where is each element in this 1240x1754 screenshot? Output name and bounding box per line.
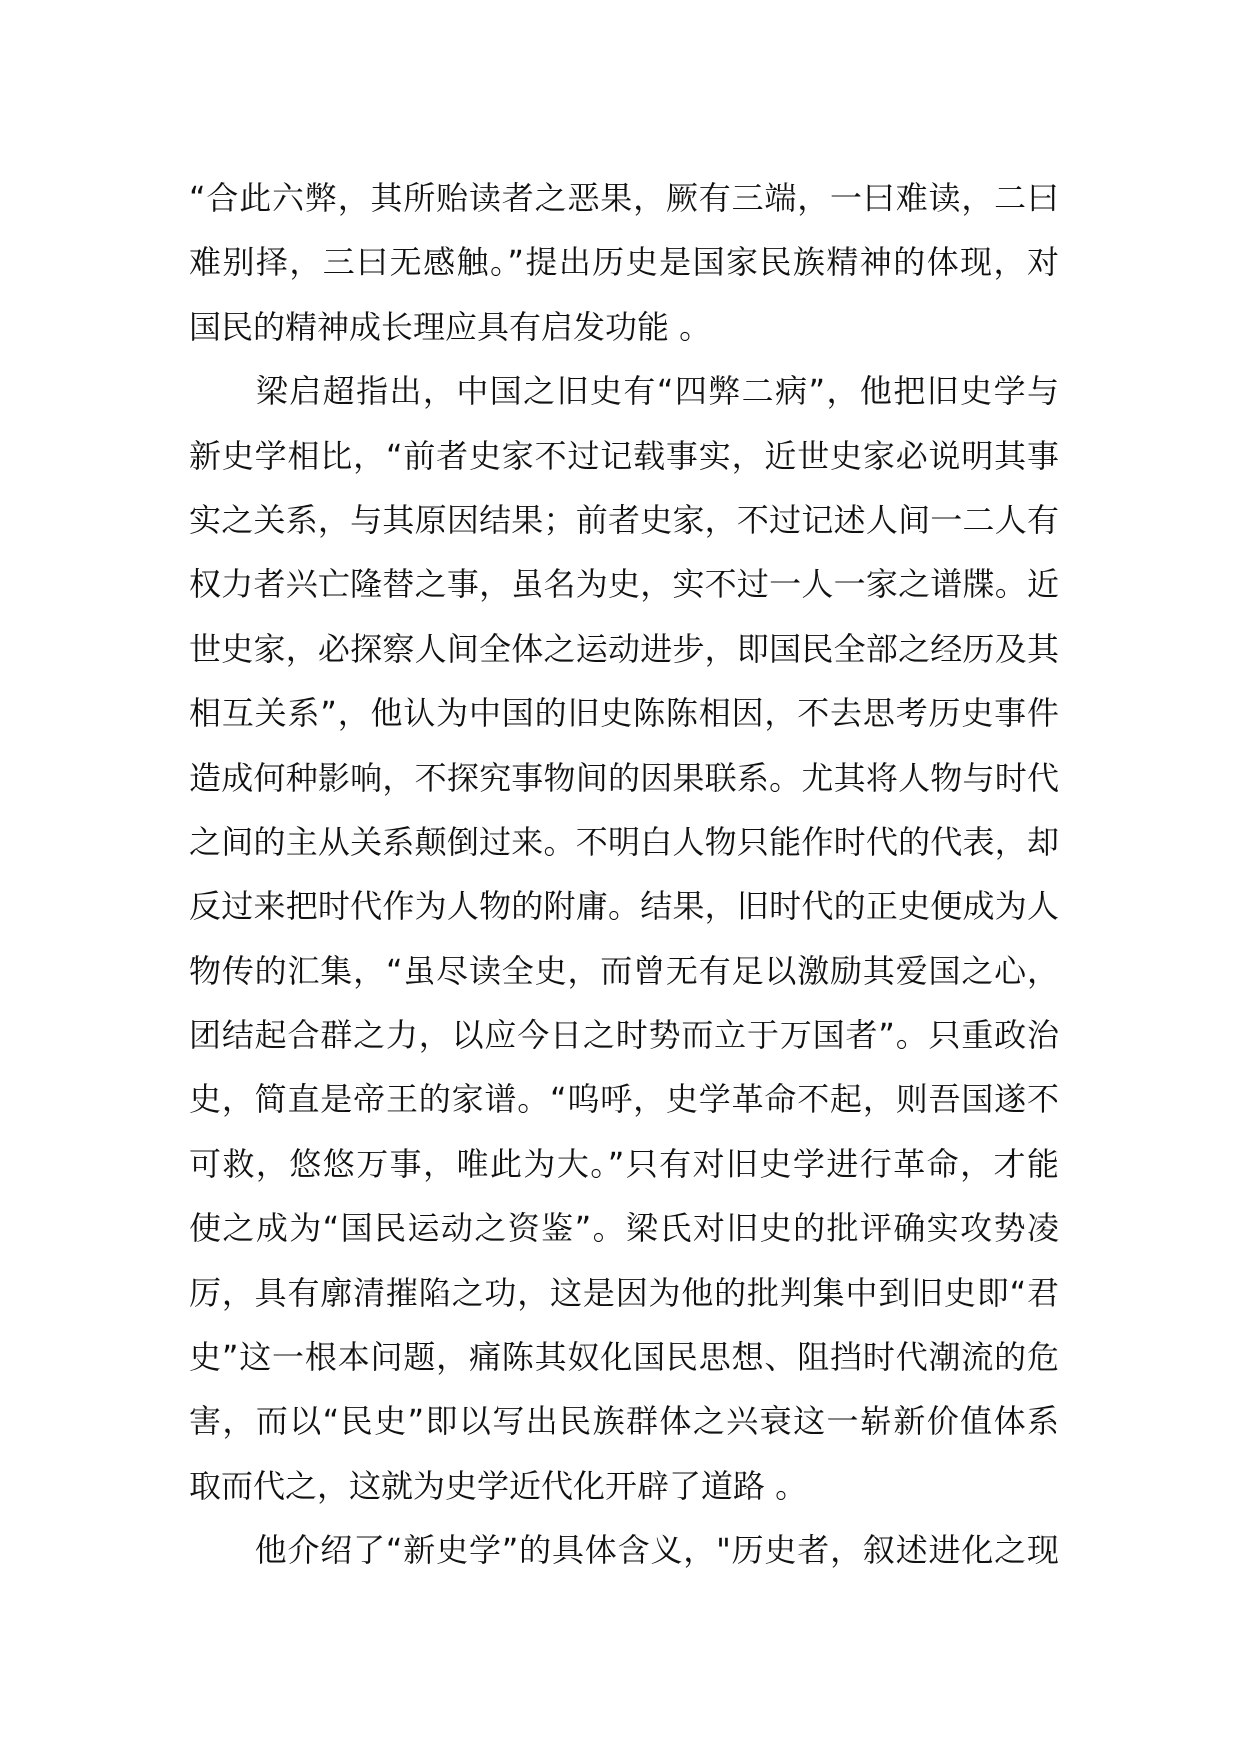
text-line: 厉，具有廓清摧陷之功，这是因为他的批判集中到旧史即“君 bbox=[189, 1273, 1059, 1312]
text-line: 史”这一根本问题，痛陈其奴化国民思想、阻挡时代潮流的危 bbox=[189, 1338, 1059, 1377]
text-line: 他介绍了“新史学”的具体含义，"历史者，叙述进化之现 bbox=[189, 1531, 1059, 1570]
text-line: 反过来把时代作为人物的附庸。结果，旧时代的正史便成为人 bbox=[189, 887, 1059, 926]
text-line: 世史家，必探察人间全体之运动进步，即国民全部之经历及其 bbox=[189, 629, 1059, 668]
text-line: 可救，悠悠万事，唯此为大。”只有对旧史学进行革命，才能 bbox=[189, 1144, 1059, 1183]
text-line: 国民的精神成长理应具有启发功能 。 bbox=[189, 307, 712, 346]
text-line: 梁启超指出，中国之旧史有“四弊二病”，他把旧史学与 bbox=[189, 372, 1059, 411]
text-line: 新史学相比，“前者史家不过记载事实，近世史家必说明其事 bbox=[189, 436, 1059, 475]
text-line: 取而代之，这就为史学近代化开辟了道路 。 bbox=[189, 1466, 808, 1505]
text-line: 团结起合群之力，以应今日之时势而立于万国者”。只重政治 bbox=[189, 1016, 1059, 1055]
text-line: 之间的主从关系颠倒过来。不明白人物只能作时代的代表，却 bbox=[189, 822, 1059, 861]
text-line: “合此六弊，其所贻读者之恶果，厥有三端，一曰难读，二曰 bbox=[189, 179, 1059, 217]
text-line: 相互关系”，他认为中国的旧史陈陈相因，不去思考历史事件 bbox=[189, 694, 1059, 733]
text-line: 史，简直是帝王的家谱。“呜呼，史学革命不起，则吾国遂不 bbox=[189, 1080, 1059, 1119]
text-line: 权力者兴亡隆替之事，虽名为史，实不过一人一家之谱牒。近 bbox=[189, 565, 1059, 604]
text-line: 物传的汇集，“虽尽读全史，而曾无有足以激励其爱国之心， bbox=[189, 951, 1059, 990]
text-line: 使之成为“国民运动之资鉴”。梁氏对旧史的批评确实攻势凌 bbox=[189, 1209, 1059, 1248]
body-text bbox=[189, 166, 1059, 1583]
text-line: 难别择，三曰无感触。”提出历史是国家民族精神的体现，对 bbox=[189, 243, 1059, 282]
text-line: 造成何种影响，不探究事物间的因果联系。尤其将人物与时代 bbox=[189, 758, 1059, 797]
text-line: 害，而以“民史”即以写出民族群体之兴衰这一崭新价值体系 bbox=[189, 1402, 1059, 1441]
text-line: 实之关系，与其原因结果；前者史家，不过记述人间一二人有 bbox=[189, 500, 1059, 539]
